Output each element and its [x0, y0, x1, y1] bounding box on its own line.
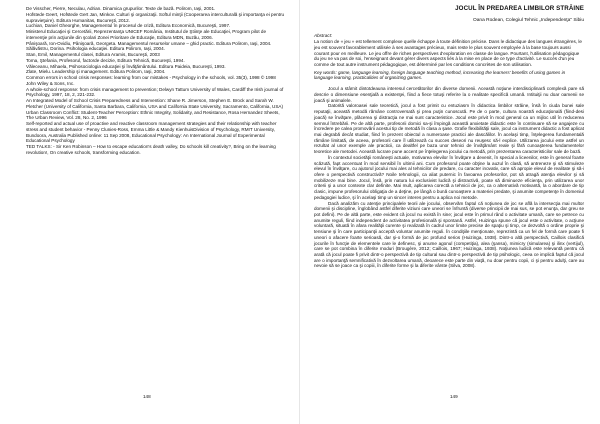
- right-page: [300, 0, 600, 424]
- bibliography-entry: Toma, Ştefania, Profesorul, factorde decizie, Editura Tehnică, Bucureşti, 1994.: [26, 57, 185, 63]
- bibliography-entry: Stan, Emil, Managementul clasei, Editura Aramis, Bucureşti, 2003: [26, 52, 160, 57]
- bibliography: [26, 6, 286, 156]
- article-author: Oana Rodean, Colegiul Tehnic „Independenţa" Sibiu: [473, 17, 584, 23]
- bibliography-entry: Common errors in school crisis responses: learning from our mistakes - Psychology in the schools, vol. 35(3), 1998 © 1998 John Wiley & Sons, Inc.: [26, 75, 276, 86]
- page-number-right: 149: [450, 394, 458, 399]
- bibliography-entry: De Visscher, Pierre, Neculau, Adrian. Dinamica grupurilor. Texte de bază. Polirom, Iaşi, 2001.: [26, 6, 216, 11]
- bibliography-entry: Self-reported and actual use of proactive and reactive classroom management strategies and their relationship with teacher stress and student behavior - Penny Clunies-Ross, Emma Little & Mandy KienhuisDivision of Psychology, RMIT University, Bundoora, Australia Published online: 11 Sep 2008, Educational Psychology: An International Journal of Experimental Educational Psychology: [26, 121, 277, 144]
- bibliography-entry: Ministerul Educaţiei şi Cercetării, Reprezentanţa UNICEF România, Institutul de Ştiinţe ale Educaţiei, Program pilot de intervenţie prin acţiunile din şcolari Zonei Prioritare de Educaţie, Editura MDN, Buzău, 2006.: [26, 29, 267, 40]
- bibliography-entry: An Integrated Model of School Crisis Preparedness and Intervention: Shane R. Jimerson, Stephen E. Brock and Sarah W. Pletcher (University of California, Santa Barbara, California, USA and California State University, Sacramento, California, USA): [26, 98, 284, 109]
- article-body: [314, 86, 584, 269]
- bibliography-entry: TED TALKS: - Sir Ken Robinson – How to escape education's death valley, Do schools kill creativity?, Bring on the learning revolution!, On creative schools, transforming education.: [26, 144, 276, 155]
- body-paragraph: Datorită valoroasei sale teoretică, jocul a fost primit cu entuziasm în didactica limbilor străine, însă în ciuda bunei sale reputaţii, această metodă rămâne controversată şi prea puţin cunoscută. Pe de o parte, cultura noastră educaţională (fiind-desi joacă) se învăţare, plăcerea şi distracţia ne mai sunt caracteristice. Jocul este privit în mod general ca un mijloc util în reducerea semnul întrebării. Pe de altă parte, profesorii domici sa-şi împingă această anxietate didactic este în continuare să se angajeze cu încredere pe calea promovării acestui tip de metodă în clasa a şase. Grafie flexibilităţii sale, jocul ca instrument didactic a fost aplicat mai degrabă decât studiat, fiind în prezent obiectul a numeroase practici ale dascălilor. În acelaşi timp, înţelegerea fundamentală rămâne limitată, de aceea, profesorii care îl utilizează cu succes deseori nu reuşesc să-l explice. Utilizarea jocului este astfel un rezultat al unor exemple ale practicii, ca dealtfel pe baza unor tehnici de învăţământ reale şi fără cunoaşterea fundamentelor teoretice ale metodei. Această lucrare pune accent pe înţelegerea jocului ca metodă, prin prezentarea caracteristicilor sale de bază.: [314, 103, 584, 155]
- page-number-left: 148: [143, 394, 151, 399]
- bibliography-entry: Urban Classroom Conflict: Student-Teacher Perception: Ethnic Integrity, Solidarity, and Resistance, Rosa Hernandez Sheets, The Urban Review, Vol. 28, No. 2, 1996: [26, 109, 280, 121]
- abstract-label: Abstract:: [314, 33, 333, 39]
- bibliography-entry: Zlate, Mielu. Leadership şi management. Editura Polirom, Iaşi, 2004.: [26, 69, 166, 75]
- bibliography-entry: Pânişoară, Ion-Ovidiu, Pânişoară, Georgeta. Managementul resurselor umane – ghid practic. Editura Polirom, Iaşi, 2004.: [26, 40, 272, 46]
- keywords-text: Key words: game, language learning, foreign language teaching method, increasing the learners' benefits of using games in language learning, practicalities of organizing games.: [314, 69, 566, 81]
- body-paragraph: În contextul societăţii româneşti actuale, motivarea elevilor în învăţare a devenit, în special a liceenilor, este în general foarte scăzută, fapt accentuat în mod sensibil în ultimii ani. Cum profesorul poate obţine la auzul în clasă, să antreneze şi să stimuleze elevul în învăţare, cu ajutorul jocului mai ales al tehnicilor de predare, cu caracter inovativ, care să apropie elevul de realitate şi să-i ofere o perspectivă constructivă? Noile tehnologii, ca aliat puternic în favoarea profesorilor, pot să atragă atenţia elevilor şi să mobilizeze mai bine. Jocul, însă, prin natura lui exclusivist ludică şi distractivă, poate să diminueze eficienţa, prin utilizarea unor criterii şi a unor contexte clar definite. Mai mult, aplicarea corectă a tehnicii de joc, ca o alternativă motivantă, la o abordare de tip clasic, impune profesorului obligaţia de a deţine, pe lângă o bună cunoaştere a materiei predate, şi anumite competenţe în domeniul pedagogiei ludice, şi în acelaşi timp un sincer interes pentru a aplica noi metode.: [314, 154, 584, 200]
- bibliography-entry: A whole-school response: from crisis management to prevention; Delwyn Tattum University of Wales, Cardiff the Irish journal of Psychology, 1997, 18, 2, 221-232.: [26, 86, 284, 98]
- abstract-text: La notion de « jeu » est tellement complexe quelle échappe à toute définition précise. Dans le didactique des langues étrangères, le jeu est souvent favorablement utilisée à ses avantages précieux, mais reste le plus souvent employée à la base toujours aussi courant pour en meilleure. Le jeu offre de riches perspectives d'exploration en classe de langue. Pourtant, l'utilisation pédagogique du jeu ne va pas de soi, l'enseignant devant gérer divers aspects liés à la mise en place de ce type d'activité. Le succès d'un jeu comme de tout autre instrument pédagogique, est déterminé par les conditions concrètes de son utilisation.: [314, 39, 582, 68]
- body-paragraph: Dacă analizăm cu atenţie principalele teorii ale jocului, observăm faptul că noţiunea de joc se află la intersecţia mai multor domenii şi discipline, înglobând astfel diferite viziuni care uneori se înfruntă (diverse principii de mai sus, se pot enunţa, dar greu se pot defini). Pe de altă parte, este evident că jocul nu există în sine; jocul este în primul rând o activitate umană, care se petrece cu anumite reguli, fiind independent de activitatea profesională şi spontană. Astfel, Huizinga spune că jocul este o activitate, o acţiune voluntară, situată în afara realităţii curente şi realizată în cadrul unor limite precise de spaţiu şi timp, ce dezvoltă o ordine proprie şi tensiune şi în care participanţii acceptă voluntar anumite reguli. În condiţiile menţionate, reprezintă ca un fel de formă care poate fi uneori o afacere foarte serioasă, dar şi-o formă de joc profund serios (Huizinga, 1938). Dintr-o altă perspectivă, Caillois clasifică jocurile în funcţie de elementele care le definesc, şi anume agonul (competiţia), alea (şansa), mimicry (simularea) şi ilinx (vertijul), care se pot combina în diferite moduri (Brougère, 2012; Caillois, 1967; Huizinga, 1938). Noţiunea ludică este relevantă pentru că arată că jocul poate fi privit dintr-o perspectivă de tip cultural sau dintr-o perspectivă de tip psihologic, ceea ce implică faptul că jocul are o importanţă semnificativă în dezvoltarea umană, deoarece este parte din viaţă, nu doar pentru copii, ci şi pentru adulţi, care au nevoie să se joace ca şi copiii, în diferite forme şi la diferite vârste (Silva, 2008).: [314, 200, 584, 269]
- bibliography-entry: Luchian, Daniel Gheorghe, Managementul în procesul de criză, Editura Economică, Bucureşti, 1997.: [26, 23, 231, 29]
- bibliography-entry: Văleceanu, Mihaela, Psihosociologia educaţiei şi învăţământului. Editura Paideia, Bucureşti, 1993.: [26, 63, 226, 69]
- bibliography-entry: Hofstede Geert, Hofstede Gert Jan, Minkov. Culturi şi organizaţii. Softul minţii (Cooperarea interculturală şi importanţa ei pentru supravieţuire). Editura Humanitas, Bucureşti, 2012.: [26, 11, 285, 23]
- article: [314, 4, 584, 269]
- bibliography-entry: Sălăvăstru, Dorina. Psihologia educaţiei. Editura Polirom, Iaşi, 2004.: [26, 46, 165, 52]
- body-paragraph: Jocul a stârnit dintotdeauna interesul cercetătorilor din diverse domenii. Această noţiune interdisciplinară complexă pare să descrie o dimensiune esenţială a existenţei, fiind a fiece totuşi referire la o realitate specifică umană. Intituiţii nu doar oamenii se joacă şi animalele.: [314, 86, 584, 103]
- article-title: JOCUL ÎN PREDAREA LIMBILOR STRĂINE: [455, 5, 584, 12]
